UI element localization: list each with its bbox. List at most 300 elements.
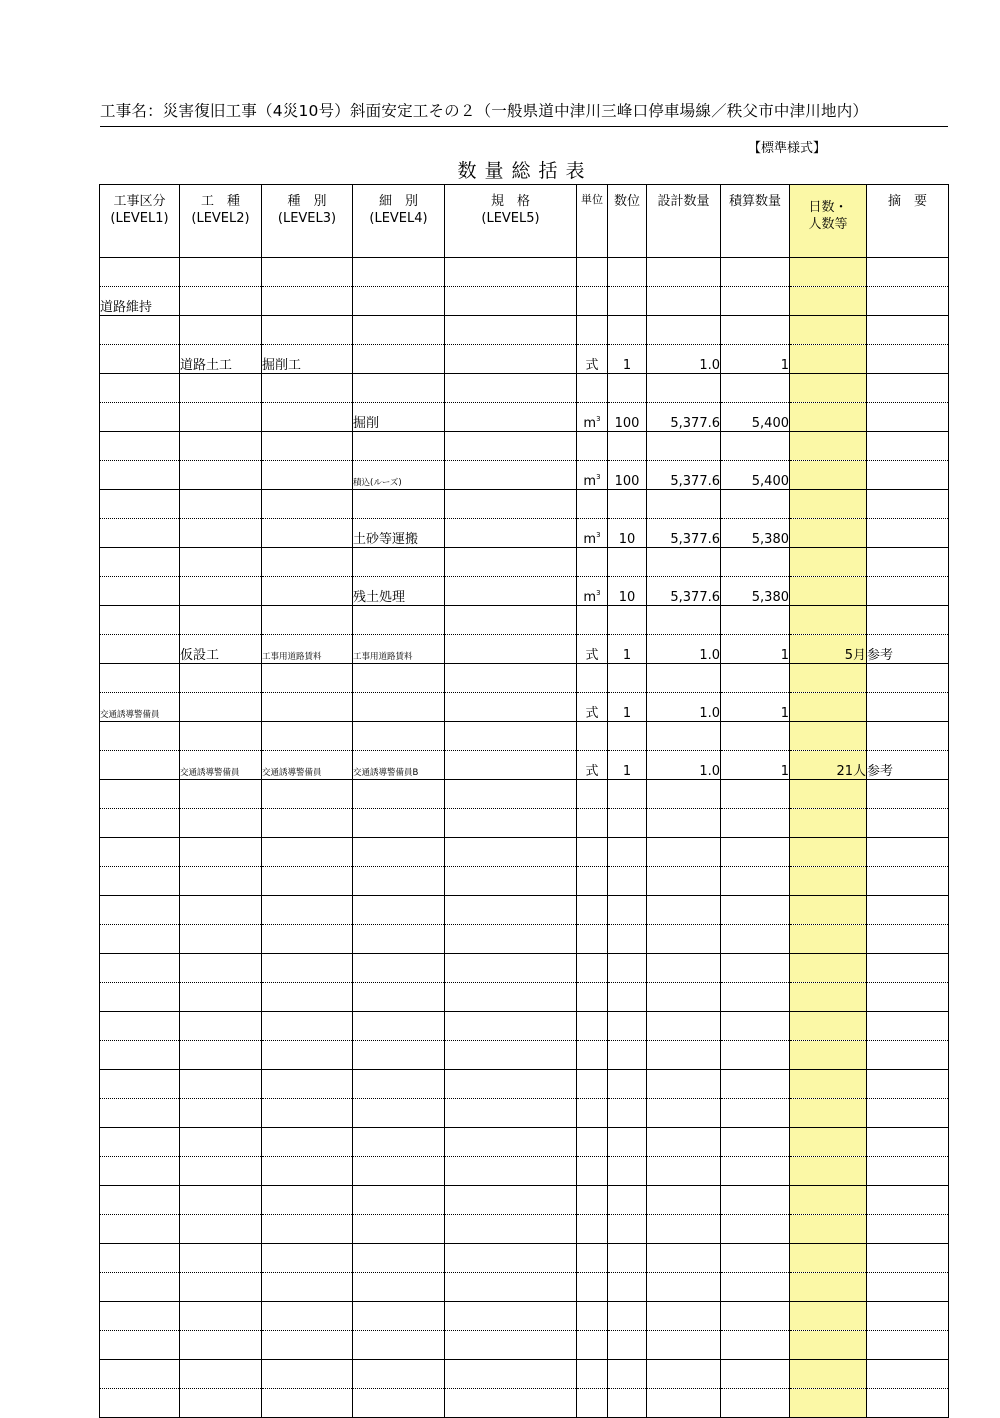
cell-days [790,983,867,1012]
cell-level4 [353,954,445,983]
header-level3: 種 別 (LEVEL3) [262,185,353,258]
cell-days [790,1012,867,1041]
cell-level1 [100,983,180,1012]
cell-total-qty [721,1273,790,1302]
cell-unit [577,374,608,403]
table-row [100,1244,949,1273]
cell-total-qty [721,809,790,838]
cell-remarks [867,1041,949,1070]
cell-total-qty [721,664,790,693]
cell-unit [577,1041,608,1070]
cell-level5 [445,925,577,954]
cell-num: 1 [608,751,647,780]
cell-days [790,490,867,519]
cell-level2 [180,548,262,577]
cell-unit [577,867,608,896]
cell-unit [577,1128,608,1157]
table-body [100,258,949,1418]
cell-total-qty [721,780,790,809]
cell-unit [577,838,608,867]
cell-level4: 残土処理 [353,577,445,606]
cell-days [790,693,867,722]
cell-level3 [262,287,353,316]
cell-remarks [867,577,949,606]
cell-days [790,374,867,403]
cell-unit [577,1302,608,1331]
cell-design-qty: 1.0 [647,693,721,722]
cell-design-qty: 5,377.6 [647,577,721,606]
cell-level3 [262,403,353,432]
cell-level3: 工事用道路賃料 [262,635,353,664]
cell-remarks [867,664,949,693]
cell-level4 [353,1244,445,1273]
cell-level3 [262,1389,353,1418]
cell-design-qty: 1.0 [647,751,721,780]
cell-level3 [262,461,353,490]
cell-num [608,1128,647,1157]
cell-num [608,1012,647,1041]
cell-design-qty: 5,377.6 [647,519,721,548]
table-row [100,635,949,664]
cell-level1 [100,751,180,780]
cell-level4 [353,1302,445,1331]
cell-design-qty: 1.0 [647,345,721,374]
cell-design-qty [647,1041,721,1070]
cell-remarks [867,258,949,287]
cell-design-qty [647,1012,721,1041]
cell-unit [577,1157,608,1186]
cell-total-qty [721,1070,790,1099]
cell-design-qty [647,287,721,316]
cell-num: 1 [608,635,647,664]
cell-design-qty [647,925,721,954]
cell-level2 [180,403,262,432]
cell-num: 100 [608,461,647,490]
cell-level2 [180,1302,262,1331]
cell-level5 [445,983,577,1012]
cell-num: 1 [608,345,647,374]
cell-design-qty [647,1244,721,1273]
cell-level5 [445,548,577,577]
cell-num [608,1389,647,1418]
cell-level5 [445,1041,577,1070]
cell-remarks [867,1331,949,1360]
cell-level2 [180,1273,262,1302]
cell-days [790,954,867,983]
cell-remarks [867,403,949,432]
cell-remarks [867,548,949,577]
cell-level2 [180,461,262,490]
cell-remarks [867,1070,949,1099]
cell-days [790,1244,867,1273]
cell-level3 [262,519,353,548]
cell-days: 21人 [790,751,867,780]
cell-level4 [353,1215,445,1244]
cell-num [608,867,647,896]
cell-level3 [262,693,353,722]
cell-level1 [100,925,180,954]
cell-unit [577,490,608,519]
cell-level5 [445,577,577,606]
cell-level1 [100,1041,180,1070]
cell-level3 [262,1128,353,1157]
table-row [100,432,949,461]
cell-remarks [867,838,949,867]
cell-level1 [100,1099,180,1128]
cell-days [790,838,867,867]
cell-level5 [445,258,577,287]
table-row [100,316,949,345]
cell-level1 [100,316,180,345]
table-row [100,1041,949,1070]
cell-design-qty [647,809,721,838]
cell-days [790,1128,867,1157]
cell-num [608,983,647,1012]
cell-level5 [445,1360,577,1389]
cell-level4 [353,1389,445,1418]
cell-days [790,432,867,461]
cell-days [790,1360,867,1389]
cell-unit [577,983,608,1012]
cell-level3 [262,432,353,461]
cell-level3 [262,490,353,519]
cell-days [790,403,867,432]
table-row [100,461,949,490]
cell-unit [577,780,608,809]
table-row [100,664,949,693]
cell-level5 [445,1331,577,1360]
cell-level3 [262,606,353,635]
cell-level5 [445,635,577,664]
cell-total-qty: 1 [721,751,790,780]
header-design: 設計数量 [647,185,721,258]
cell-unit [577,1331,608,1360]
table-row [100,693,949,722]
cell-num [608,1041,647,1070]
cell-unit [577,432,608,461]
cell-design-qty [647,316,721,345]
cell-level1 [100,432,180,461]
table-row [100,403,949,432]
cell-total-qty [721,1244,790,1273]
cell-design-qty [647,1157,721,1186]
cell-level3 [262,1244,353,1273]
cell-level5 [445,1099,577,1128]
cell-unit [577,954,608,983]
cell-design-qty [647,722,721,751]
cell-level1 [100,867,180,896]
cell-unit: $m^3$ [577,519,608,548]
quantity-summary-table [99,184,949,1418]
cell-num [608,316,647,345]
cell-level5 [445,316,577,345]
table-row [100,838,949,867]
cell-level4 [353,867,445,896]
cell-level2 [180,577,262,606]
cell-remarks [867,490,949,519]
cell-level5 [445,403,577,432]
cell-level4 [353,664,445,693]
cell-level1 [100,896,180,925]
cell-total-qty [721,548,790,577]
cell-level2 [180,316,262,345]
cell-days [790,1186,867,1215]
cell-level4 [353,1360,445,1389]
cell-total-qty [721,1012,790,1041]
table-row [100,780,949,809]
cell-level3: 掘削工 [262,345,353,374]
cell-num [608,1157,647,1186]
cell-design-qty [647,867,721,896]
cell-unit [577,1244,608,1273]
table-header-row [100,185,949,258]
cell-level1: 道路維持 [100,287,180,316]
cell-design-qty [647,954,721,983]
cell-remarks [867,954,949,983]
cell-level2 [180,1099,262,1128]
cell-level1 [100,838,180,867]
cell-level4 [353,1331,445,1360]
cell-remarks [867,925,949,954]
table-row [100,1099,949,1128]
cell-design-qty: 5,377.6 [647,461,721,490]
cell-level3 [262,722,353,751]
cell-num [608,896,647,925]
cell-level4 [353,316,445,345]
cell-level2 [180,606,262,635]
cell-days [790,316,867,345]
cell-level1 [100,780,180,809]
header-num: 数位 [608,185,647,258]
cell-num: 10 [608,519,647,548]
cell-num [608,780,647,809]
header-level1: 工事区分 (LEVEL1) [100,185,180,258]
cell-num [608,809,647,838]
cell-level4 [353,374,445,403]
header-level4: 細 別 (LEVEL4) [353,185,445,258]
cell-level2 [180,1070,262,1099]
cell-days [790,867,867,896]
cell-days [790,925,867,954]
cell-level3 [262,1041,353,1070]
cell-num [608,722,647,751]
cell-level1 [100,374,180,403]
cell-total-qty [721,432,790,461]
cell-level4 [353,1128,445,1157]
cell-design-qty [647,1360,721,1389]
cell-design-qty [647,983,721,1012]
cell-unit [577,1215,608,1244]
cell-design-qty [647,490,721,519]
cell-level3 [262,1360,353,1389]
cell-design-qty [647,1128,721,1157]
cell-level1 [100,490,180,519]
cell-num [608,1070,647,1099]
cell-level5 [445,664,577,693]
cell-unit: 式 [577,635,608,664]
table-row [100,983,949,1012]
cell-level4 [353,722,445,751]
cell-num [608,432,647,461]
cell-level3 [262,316,353,345]
cell-level4: 積込(ルーズ) [353,461,445,490]
cell-days [790,1331,867,1360]
cell-level2 [180,1360,262,1389]
cell-design-qty [647,1331,721,1360]
cell-total-qty [721,867,790,896]
cell-total-qty [721,1331,790,1360]
cell-total-qty [721,722,790,751]
cell-level2 [180,896,262,925]
cell-days [790,722,867,751]
cell-remarks [867,1302,949,1331]
cell-level3 [262,1331,353,1360]
cell-design-qty: 5,377.6 [647,403,721,432]
cell-total-qty [721,374,790,403]
cell-remarks [867,693,949,722]
cell-level4 [353,809,445,838]
cell-remarks [867,1157,949,1186]
header-level5: 規 格 (LEVEL5) [445,185,577,258]
cell-level1 [100,635,180,664]
cell-level2 [180,1244,262,1273]
table-row [100,1070,949,1099]
cell-days [790,345,867,374]
cell-level4 [353,693,445,722]
cell-level3 [262,577,353,606]
cell-unit [577,1273,608,1302]
cell-num [608,838,647,867]
cell-level5 [445,1128,577,1157]
cell-remarks [867,461,949,490]
cell-level2 [180,693,262,722]
cell-level3 [262,954,353,983]
cell-unit [577,606,608,635]
cell-level2 [180,1157,262,1186]
table-row [100,1389,949,1418]
cell-days [790,577,867,606]
cell-level5 [445,432,577,461]
cell-level4 [353,896,445,925]
cell-days: 5月 [790,635,867,664]
cell-unit [577,1012,608,1041]
cell-level2 [180,1215,262,1244]
cell-unit: 式 [577,693,608,722]
cell-remarks [867,1099,949,1128]
cell-total-qty [721,287,790,316]
cell-design-qty [647,1186,721,1215]
table-row [100,1128,949,1157]
cell-days [790,606,867,635]
cell-remarks: 参考 [867,751,949,780]
cell-level1 [100,1302,180,1331]
table-row [100,1273,949,1302]
cell-level3 [262,374,353,403]
cell-total-qty [721,983,790,1012]
cell-level2 [180,490,262,519]
cell-days [790,519,867,548]
table-row [100,722,949,751]
cell-remarks [867,287,949,316]
table-row [100,548,949,577]
cell-level3 [262,867,353,896]
cell-remarks [867,1273,949,1302]
cell-remarks [867,809,949,838]
cell-total-qty [721,1302,790,1331]
cell-level4: 土砂等運搬 [353,519,445,548]
cell-level1 [100,519,180,548]
cell-days [790,1389,867,1418]
cell-days [790,461,867,490]
cell-num: 10 [608,577,647,606]
table-row [100,490,949,519]
cell-level5 [445,809,577,838]
cell-days [790,1041,867,1070]
cell-days [790,1157,867,1186]
cell-unit: $m^3$ [577,403,608,432]
cell-unit: 式 [577,345,608,374]
cell-level3 [262,1215,353,1244]
cell-level5 [445,374,577,403]
cell-level4 [353,780,445,809]
cell-days [790,1070,867,1099]
table-row [100,1302,949,1331]
cell-num [608,1273,647,1302]
table-row [100,1360,949,1389]
cell-remarks [867,316,949,345]
cell-days [790,780,867,809]
cell-unit [577,1360,608,1389]
table-row [100,519,949,548]
cell-unit [577,664,608,693]
cell-num [608,664,647,693]
cell-design-qty [647,432,721,461]
cell-remarks: 参考 [867,635,949,664]
cell-total-qty: 1 [721,693,790,722]
cell-level1 [100,1331,180,1360]
cell-level4 [353,432,445,461]
cell-level3 [262,1273,353,1302]
cell-total-qty [721,925,790,954]
cell-num [608,258,647,287]
cell-level1 [100,1244,180,1273]
cell-level2 [180,258,262,287]
cell-level4 [353,548,445,577]
cell-level5 [445,954,577,983]
header-remarks: 摘 要 [867,185,949,258]
cell-days [790,664,867,693]
cell-remarks [867,432,949,461]
table-row [100,577,949,606]
cell-level2 [180,1389,262,1418]
cell-level5 [445,751,577,780]
cell-level5 [445,345,577,374]
cell-design-qty [647,1273,721,1302]
cell-num [608,925,647,954]
cell-level3 [262,983,353,1012]
cell-total-qty [721,1128,790,1157]
cell-level4 [353,838,445,867]
header-days: 日数・ 人数等 [790,185,867,258]
table-row [100,345,949,374]
table-row [100,287,949,316]
cell-num [608,374,647,403]
table-row [100,925,949,954]
project-title: 工事名：災害復旧工事（4災10号）斜面安定工その２（一般県道中津川三峰口停車場線／秩父市中津川地内） [100,100,948,127]
cell-level4 [353,345,445,374]
header-total: 積算数量 [721,185,790,258]
cell-level2 [180,1128,262,1157]
